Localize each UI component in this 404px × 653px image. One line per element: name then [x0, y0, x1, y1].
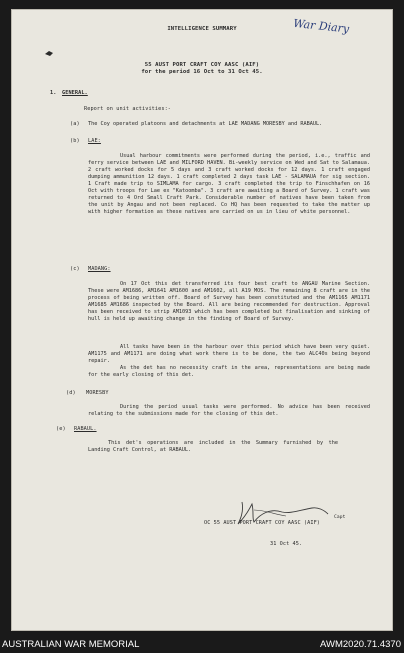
- item-a-text: The Coy operated platoons and detachments at LAE MADANG MORESBY and RABAUL.: [88, 121, 323, 127]
- document-page: [12, 10, 392, 630]
- document-body: [12, 10, 392, 630]
- item-a-label: (a): [70, 121, 80, 127]
- item-e-heading: RABAUL.: [74, 426, 97, 432]
- item-d-text: During the period usual tasks were performed. No advice has been received relating to the submissions made for the closing of this det.: [88, 404, 370, 417]
- section-number: 1.: [50, 90, 57, 96]
- item-d-label: (d): [66, 390, 76, 396]
- item-b-label: (b): [70, 138, 80, 144]
- section-heading: GENERAL.: [62, 90, 88, 96]
- signature-rank: Capt: [334, 515, 346, 520]
- period-line: for the period 16 Oct to 31 Oct 45.: [141, 69, 263, 75]
- document-title: INTELLIGENCE SUMMARY: [167, 26, 237, 32]
- footer-bar: [0, 636, 404, 653]
- item-b-text: Usual harbour commitments were performed during the period, i.e., traffic and ferry service between LAE and MILFORD HAVEN. Bi-weekly service on Wed and Sat to Salamaua. 2 craft worked docks for 5 days and 3 craft worked docks for 12 days. 1 craft engaged dumping ammunition 12 days. 1 craft completed 2 days task LAE - SALAMAUA for sig section. 1 Craft made trip to SIMLAMA for cargo. 3 craft completed the trip to Finschhafen on 16 Oct with troops for Lae ex "Katoomba". 3 craft are awaiting a Board of Survey. 1 craft was returned to 4 Ord Small Craft Park. Considerable number of natives have been taken from the unit by Angau and not been replaced. Co HQ has been requested to take the matter up with higher formation as these natives are carried on us in lieu of white personnel.: [88, 153, 370, 215]
- item-e-text: This det's operations are included in the Summary furnished by the Landing Craft Control, at RABAUL.: [88, 440, 338, 453]
- item-c-label: (c): [70, 266, 80, 272]
- item-c-heading: MADANG:: [88, 266, 111, 272]
- item-e-label: (e): [56, 426, 66, 432]
- item-c-para3: As the det has no necessity craft in the area, representations are being made for the early closing of this det.: [88, 365, 370, 378]
- item-d-heading: MORESBY: [86, 390, 109, 396]
- item-c-para2: All tasks have been in the harbour over this period which have been very quiet. AM1175 and AM1171 are doing what work there is to be done, the two ALC40s being beyond repair.: [88, 344, 370, 364]
- unit-name: 55 AUST PORT CRAFT COY AASC (AIF): [144, 62, 260, 68]
- footer-credit: AUSTRALIAN WAR MEMORIAL: [2, 639, 140, 650]
- item-b-heading: LAE:: [88, 138, 101, 144]
- signature-date: 31 Oct 45.: [270, 541, 303, 547]
- signature-block: OC 55 AUST PORT CRAFT COY AASC (AIF): [204, 520, 321, 526]
- punch-hole-icon: [44, 50, 54, 57]
- handwritten-note: War Diary: [292, 16, 350, 36]
- section-intro: Report on unit activities:-: [84, 106, 172, 112]
- item-c-para1: On 17 Oct this det transferred its four best craft to ANGAU Marine Section. These were AM1686, AM1641 AM1600 and AM1602, all A19 MOS. The remaining 8 craft are in the process of being written off. Board of Survey has been constituted and the AM1165 AM1171 AM1685 AM1686 inspected by the Board. All are being recommended for destruction. Approval has been received to strip AM1093 which has been completed but finalisation and sinking of hull is held up awaiting change in the finding of Board of Survey.: [88, 281, 370, 322]
- footer-accession-id: AWM2020.71.4370: [320, 639, 401, 650]
